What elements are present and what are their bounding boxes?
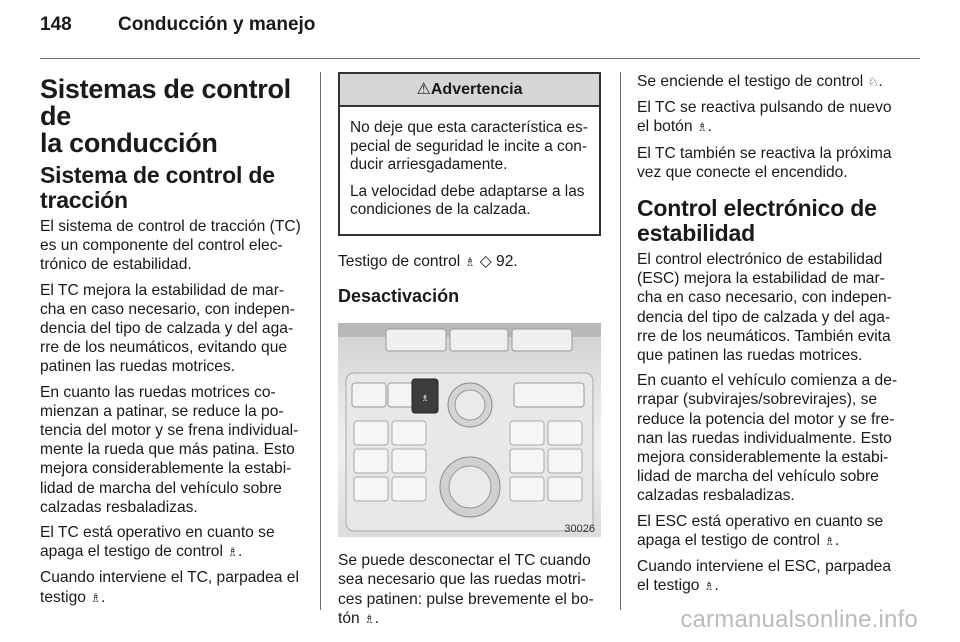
warning-header (340, 74, 599, 107)
paragraph: En cuanto las ruedas motrices co- mienzan a patinar, se reduce la po- tencia del motor y se frena individual- mente la rueda que más patina. Esto mejora considerablemente la estabi- lidad de marcha del vehículo sobre calzadas resbaladizas. (40, 383, 299, 516)
tc-button-icon: ♗ (364, 611, 375, 626)
section-heading: Sistemas de control de la conducción (40, 74, 291, 158)
svg-text:♗: ♗ (420, 394, 430, 405)
tc-warning-light-icon: ♗ (227, 545, 239, 560)
paragraph: El TC está operativo en cuanto se apaga el testigo de control ♗. (40, 523, 312, 562)
control-panel-illustration (338, 323, 601, 537)
warning-body: No deje que esta característica es- pecial de seguridad le incite a con- ducir arriesgadamente. La velocidad debe adaptarse a las condiciones de la calzada. (350, 119, 588, 219)
subsection-heading-esc: Control electrónico de estabilidad (637, 195, 877, 247)
deactivation-heading: Desactivación (338, 286, 460, 307)
paragraph: El control electrónico de estabilidad (ESC) mejora la estabilidad de mar- cha en caso necesario, con indepen- dencia del tipo de calzada y del aga- rre de los neumáticos. También evita que patinen las ruedas motrices. (637, 251, 892, 365)
middle-column (338, 72, 601, 635)
watermark: carmanualsonline.info (680, 606, 918, 633)
paragraph: El TC mejora la estabilidad de mar- cha en caso necesario, con indepen- dencia del tipo de calzada y del aga- rre de los neumáticos, evitando que patinen las ruedas motrices. (40, 281, 295, 376)
esc-warning-light-icon: ♗ (824, 533, 836, 548)
column-divider-2 (620, 72, 621, 610)
paragraph: El TC se reactiva pulsando de nuevo el botón ♗. (637, 98, 907, 137)
paragraph: Cuando interviene el ESC, parpadea el testigo ♗. (637, 557, 907, 596)
tc-button-icon: ♗ (696, 120, 708, 135)
subsection-heading-tc: Sistema de control de tracción (40, 162, 275, 213)
paragraph: En cuanto el vehículo comienza a de- rrapar (subvirajes/sobrevirajes), se reduce la potencia del motor y se fre- nan las ruedas individualmente. Esto mejora considerablemente la estabi- lidad de marcha del vehículo sobre calzadas resbaladizas. (637, 372, 898, 505)
page-number: 148 (40, 14, 72, 35)
tc-warning-light-icon: ♗ (90, 590, 102, 605)
tc-warning-light-icon: ♗ (464, 254, 476, 269)
warning-triangle-icon: ⚠ (416, 81, 431, 98)
paragraph: El sistema de control de tracción (TC) es un componente del control elec- trónico de estabilidad. (40, 218, 301, 274)
paragraph: El ESC está operativo en cuanto se apaga el testigo de control ♗. (637, 512, 907, 551)
paragraph: El TC también se reactiva la próxima vez que conecte el encendido. (637, 144, 892, 181)
column-divider-1 (320, 72, 321, 610)
left-column (40, 72, 312, 614)
right-column (637, 72, 907, 602)
page-header (40, 14, 315, 36)
control-panel-photo (338, 323, 601, 537)
tc-off-light-icon: ♘ (867, 75, 879, 89)
paragraph: Se puede desconectar el TC cuando sea necesario que las ruedas motri- ces patinen: pulse brevemente el bo- tón ♗. (338, 551, 601, 629)
page-ref-arrow-icon: ◇ (479, 252, 492, 270)
figure-number: 30026 (564, 523, 595, 536)
paragraph: Cuando interviene el TC, parpadea el testigo ♗. (40, 568, 312, 607)
warning-title: Advertencia (430, 81, 523, 98)
chapter-title: Conducción y manejo (118, 14, 316, 35)
header-rule (40, 58, 920, 59)
esc-warning-light-icon: ♗ (703, 579, 715, 594)
testigo-reference: Testigo de control ♗ ◇ 92. (338, 252, 601, 272)
warning-box (338, 72, 601, 236)
paragraph: Se enciende el testigo de control ♘. (637, 72, 907, 92)
